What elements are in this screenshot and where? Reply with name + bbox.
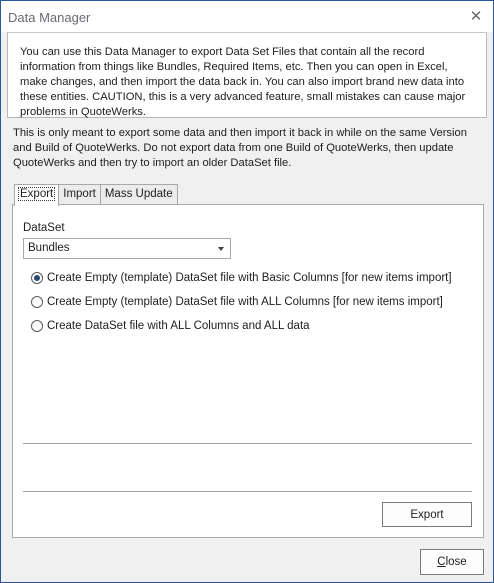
radio-basic-columns[interactable] — [31, 272, 452, 284]
tab-import[interactable]: Import — [58, 184, 101, 205]
radio-all-columns-label: Create Empty (template) DataSet file with ALL Columns [for new items import] — [47, 296, 443, 308]
window-title: Data Manager — [8, 10, 91, 25]
dataset-label: DataSet — [23, 222, 65, 234]
info-text: You can use this Data Manager to export Data Set Files that contain all the record information from things like Bundles, Required Items, etc. Then you can open in Excel, make changes, and then import the data back in. You can also import brand new data into these entities. CAUTION, this is a very advanced feature, small mistakes can cause major problems in QuoteWerks. — [20, 46, 466, 118]
close-icon[interactable]: ✕ — [469, 8, 483, 25]
radio-button[interactable] — [31, 296, 43, 308]
tab-export[interactable] — [14, 184, 59, 206]
export-button[interactable]: Export — [382, 502, 472, 527]
dataset-select[interactable] — [23, 238, 231, 259]
close-button-mnemonic: C — [437, 556, 446, 568]
tab-strip — [14, 184, 177, 205]
divider — [23, 491, 472, 493]
tab-export-label: Export — [20, 188, 54, 200]
radio-basic-columns-label: Create Empty (template) DataSet file with Basic Columns [for new items import] — [47, 272, 452, 284]
chevron-down-icon — [218, 247, 224, 251]
radio-all-columns[interactable] — [31, 296, 443, 308]
radio-button[interactable] — [31, 320, 43, 332]
export-tab-panel — [12, 204, 484, 538]
warning-text: This is only meant to export some data and then import it back in while on the same Version and Build of QuoteWerks. Do not export data from one Build of QuoteWerks, then update QuoteWerks and then try to import an older DataSet file. — [13, 127, 467, 169]
radio-all-data[interactable] — [31, 320, 310, 332]
divider — [23, 443, 472, 445]
tab-mass-update[interactable]: Mass Update — [100, 184, 178, 205]
radio-all-data-label: Create DataSet file with ALL Columns and ALL data — [47, 320, 310, 332]
title-bar — [1, 1, 493, 32]
radio-button-checked[interactable] — [31, 272, 43, 284]
info-panel — [7, 32, 487, 118]
dataset-select-value: Bundles — [28, 242, 70, 254]
close-button[interactable] — [420, 549, 484, 575]
close-button-label: lose — [445, 556, 467, 568]
